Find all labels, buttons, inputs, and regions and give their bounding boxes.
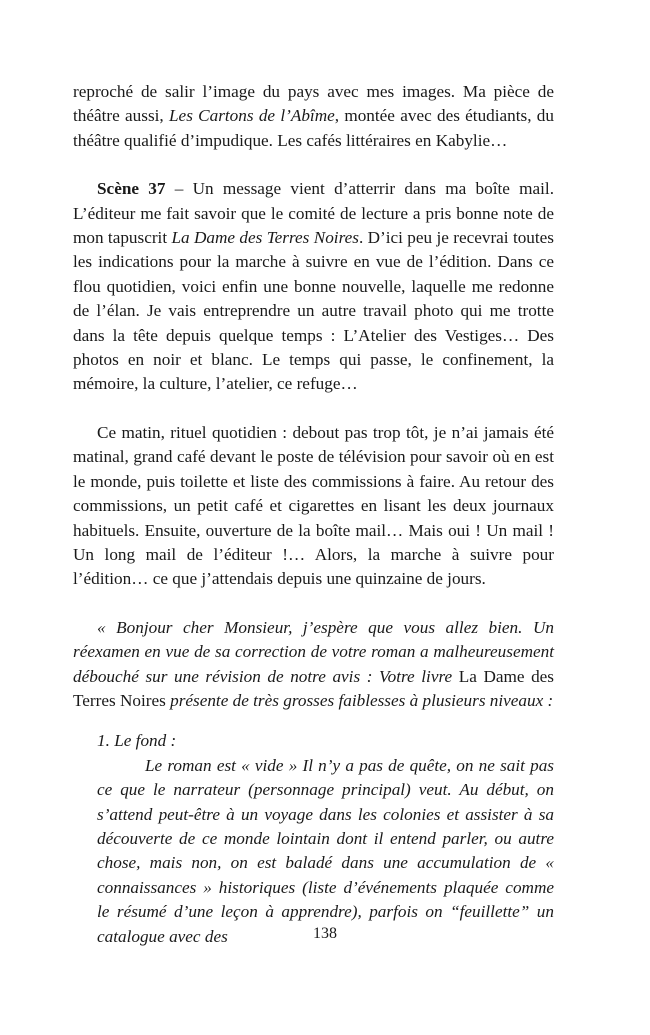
paragraph-1-rest: , montée avec des étudiants, du théâtre qualifié d’impudique. Les cafés littéraires en Kabylie…	[73, 106, 554, 150]
list-item-heading: 1. Le fond :	[97, 731, 177, 751]
email-quote-a: « Bonjour cher Monsieur, j’espère que vous allez bien. Un réexamen en vue de sa correction de votre roman a malheureusement débouché sur une révision de notre avis : Votre livre	[73, 617, 554, 686]
paragraph-1	[73, 80, 554, 153]
scene-heading: Scène 37	[97, 179, 166, 199]
paragraph-2	[73, 177, 554, 397]
paragraph-3: Ce matin, rituel quotidien : debout pas trop tôt, je n’ai jamais été matinal, grand café devant le poste de télévision pour savoir où en est le monde, puis toilette et liste des commissions à faire. Au retour des commissions, un petit café et cigarettes en lisant les deux journaux habituels. Ensuite, ouverture de la boîte mail… Mais oui ! Un mail ! Un long mail de l’éditeur !… Alors, la marche à suivre pour l’édition… ce que j’attendais depuis une quinzaine de jours.	[73, 422, 554, 589]
email-novel-title: La Dame des Terres Noires	[73, 666, 554, 710]
play-title: Les Cartons de l’Abîme	[169, 106, 335, 126]
list-item-body: Le roman est « vide » Il n’y a pas de quête, on ne sait pas ce que le narrateur (personnage principal) veut. Au début, on s’attend peut-être à un voyage dans les colonies et assister à sa découverte de ce monde lointain dont il entend parler, ou autre chose, mais non, on est baladé dans une accumulation de « connaissances » historiques (liste d’événements plaquée comme le résumé d’une leçon à apprendre), parfois on “feuillette” un catalogue avec des	[97, 755, 554, 946]
page-body	[73, 80, 554, 949]
paragraph-2-text-a: – Un message vient d’atterrir dans ma boîte mail. L’éditeur me fait savoir que le comité de lecture a pris bonne note de mon tapuscrit	[73, 179, 554, 248]
paragraph-2-text-b: . D’ici peu je recevrai toutes les indications pour la marche à suivre en vue de l’édition. Dans ce flou quotidien, voici enfin une bonne nouvelle, laquelle me redonne de l’élan. Je vais entreprendre un autre travail photo qui me trotte dans la tête depuis quelque temps : L’Atelier des Vestiges… Des photos en noir et blanc. Le temps qui passe, le confinement, la mémoire, la culture, l’atelier, ce refuge…	[73, 228, 554, 394]
novel-title: La Dame des Terres Noires	[171, 228, 359, 248]
page-number: 138	[313, 925, 337, 942]
paragraph-1-text: reproché de salir l’image du pays avec mes images. Ma pièce de théâtre aussi,	[73, 82, 554, 126]
numbered-list	[97, 729, 554, 949]
email-quote-b: présente de très grosses faiblesses à plusieurs niveaux :	[165, 690, 554, 710]
paragraph-4	[73, 616, 554, 714]
